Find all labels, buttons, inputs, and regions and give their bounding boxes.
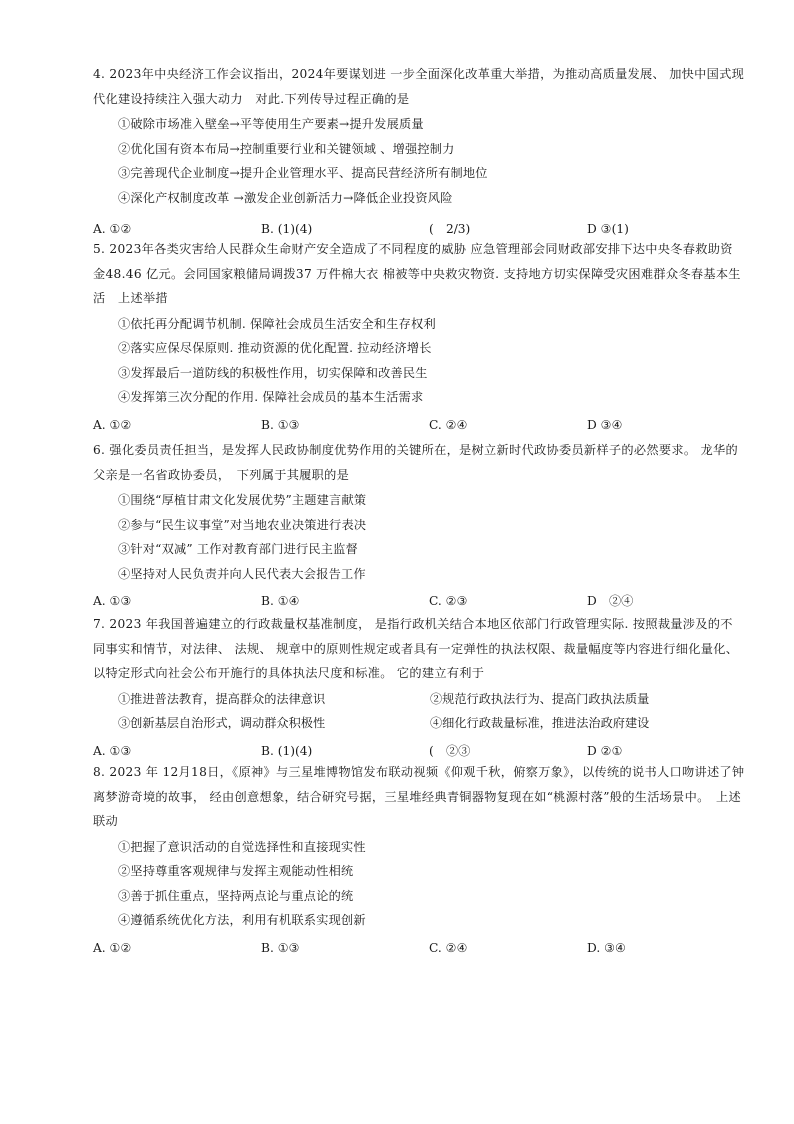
answer-choice-d: D ③④ <box>587 417 623 432</box>
option-item: ①推进普法教育，提高群众的法律意识 <box>118 691 326 706</box>
option-list <box>118 112 745 210</box>
option-item: ④细化行政裁量标准，推进法治政府建设 <box>430 716 650 730</box>
question-stem: 7. 2023 年我国普遍建立的行政裁量权基准制度， 是指行政机关结合本地区依部门行政管理实际. 按照裁量涉及的不同事实和情节，对法律、 法规、 规章中的原则性规定或者具有一定弹性的执法权限、裁量幅度等内容进行细化量化、 以特定形式向社会公布开施行的具体执法尺度和标准。 它的建立有利于 <box>93 617 739 680</box>
question-6 <box>93 438 745 612</box>
option-item: ④发挥第三次分配的作用. 保障社会成员的基本生活需求 <box>118 390 424 404</box>
answer-choices <box>93 414 745 436</box>
answer-choice-a: A. ①② <box>93 940 132 955</box>
option-item: ①依托再分配调节机制. 保障社会成员生活安全和生存权利 <box>118 316 436 331</box>
option-row <box>118 711 745 736</box>
option-item: ③善于抓住重点，坚持两点论与重点论的统 <box>118 888 354 903</box>
answer-choice-c: C. ②④ <box>429 417 468 432</box>
question-stem: 5. 2023年各类灾害给人民群众生命财产安全造成了不同程度的威胁 应急管理部会同财政部安排下达中央冬春救助资金48.46 亿元。会同国家粮储局调拨37 万件棉大衣 棉被等中央救灾物资. 支持地方切实保障受灾困难群众冬春基本生活 上述举措 <box>93 242 741 305</box>
answer-choice-c: ( ②③ <box>429 743 471 758</box>
answer-choice-b: B. (1)(4) <box>261 743 313 758</box>
answer-choices <box>93 590 745 612</box>
question-8 <box>93 760 745 959</box>
answer-choice-d: D ②① <box>587 743 623 758</box>
option-item: ④深化产权制度改革 →激发企业创新活力→降低企业投资风险 <box>118 190 453 205</box>
answer-choice-b: B. ①③ <box>261 940 300 955</box>
option-item: ②优化国有资本布局→控制重要行业和关键领域 、增强控制力 <box>118 141 455 156</box>
option-list <box>118 687 745 736</box>
question-7 <box>93 612 745 762</box>
option-list <box>118 312 745 410</box>
option-item: ①破除市场准入壁垒→平等使用生产要素→提升发展质量 <box>118 117 424 131</box>
question-stem: 8. 2023 年 12月18日，《原神》与三星堆博物馆发布联动视频《仰观千秋，俯察万象》，以传统的说书人口吻讲述了钟离梦游奇境的故事， 经由创意想象，结合研究号据，三星堆经典青铜器物复现在如“桃源村落”般的生活场景中。 上述联动 <box>93 765 745 828</box>
answer-choice-b: B. ①④ <box>261 594 300 608</box>
option-row <box>118 687 745 712</box>
option-item: ②参与“民生议事堂”对当地农业决策进行表决 <box>118 517 367 532</box>
question-stem: 4. 2023年中央经济工作会议指出，2024年要谋划进 一步全面深化改革重大举措，为推动高质量发展、 加快中国式现代化建设持续注入强大动力 对此.下列传导过程正确的是 <box>93 67 745 106</box>
option-item: ③针对“双减” 工作对教育部门进行民主监督 <box>118 542 358 556</box>
answer-choice-b: B. (1)(4) <box>261 222 313 236</box>
answer-choice-a: A. ①② <box>93 417 132 432</box>
option-item: ③完善现代企业制度→提升企业管理水平、提高民营经济所有制地位 <box>118 166 488 180</box>
answer-choice-c: C. ②③ <box>429 594 468 608</box>
option-item: ③发挥最后一道防线的积极性作用，切实保障和改善民生 <box>118 365 428 380</box>
option-list <box>118 835 745 933</box>
answer-choice-d: D. ③④ <box>587 940 626 955</box>
option-item: ①围绕“厚植甘肃文化发展优势”主题建言献策 <box>118 493 367 507</box>
option-item: ③创新基层自治形式，调动群众积极性 <box>118 716 326 730</box>
answer-choice-d: D ③(1) <box>587 222 629 236</box>
option-list <box>118 488 745 586</box>
answer-choice-a: A. ①② <box>93 222 132 236</box>
option-item: ②坚持尊重客观规律与发挥主观能动性相统 <box>118 864 354 878</box>
answer-choice-c: ( 2/3) <box>429 222 471 236</box>
answer-choice-a: A. ①③ <box>93 743 132 758</box>
option-item: ④遵循系统优化方法，利用有机联系实现创新 <box>118 913 366 927</box>
answer-choice-d: D ②④ <box>587 594 634 608</box>
answer-choices <box>93 937 745 959</box>
question-stem: 6. 强化委员责任担当，是发挥人民政协制度优势作用的关键所在，是树立新时代政协委员新样子的必然要求。 龙华的父亲是一名省政协委员， 下列属于其履职的是 <box>93 443 738 482</box>
answer-choice-c: C. ②④ <box>429 940 468 955</box>
answer-choice-b: B. ①③ <box>261 417 300 432</box>
answer-choices <box>93 740 745 762</box>
option-item: ①把握了意识活动的自觉选择性和直接现实性 <box>118 839 366 854</box>
answer-choice-a: A. ①③ <box>93 594 132 608</box>
option-item: ②规范行政执法行为、提高门政执法质量 <box>430 691 650 706</box>
question-5 <box>93 237 745 436</box>
option-item: ④坚持对人民负责并向人民代表大会报告工作 <box>118 566 366 581</box>
question-4 <box>93 62 745 240</box>
option-item: ②落实应保尽保原则. 推动资源的优化配置. 拉动经济增长 <box>118 341 432 355</box>
